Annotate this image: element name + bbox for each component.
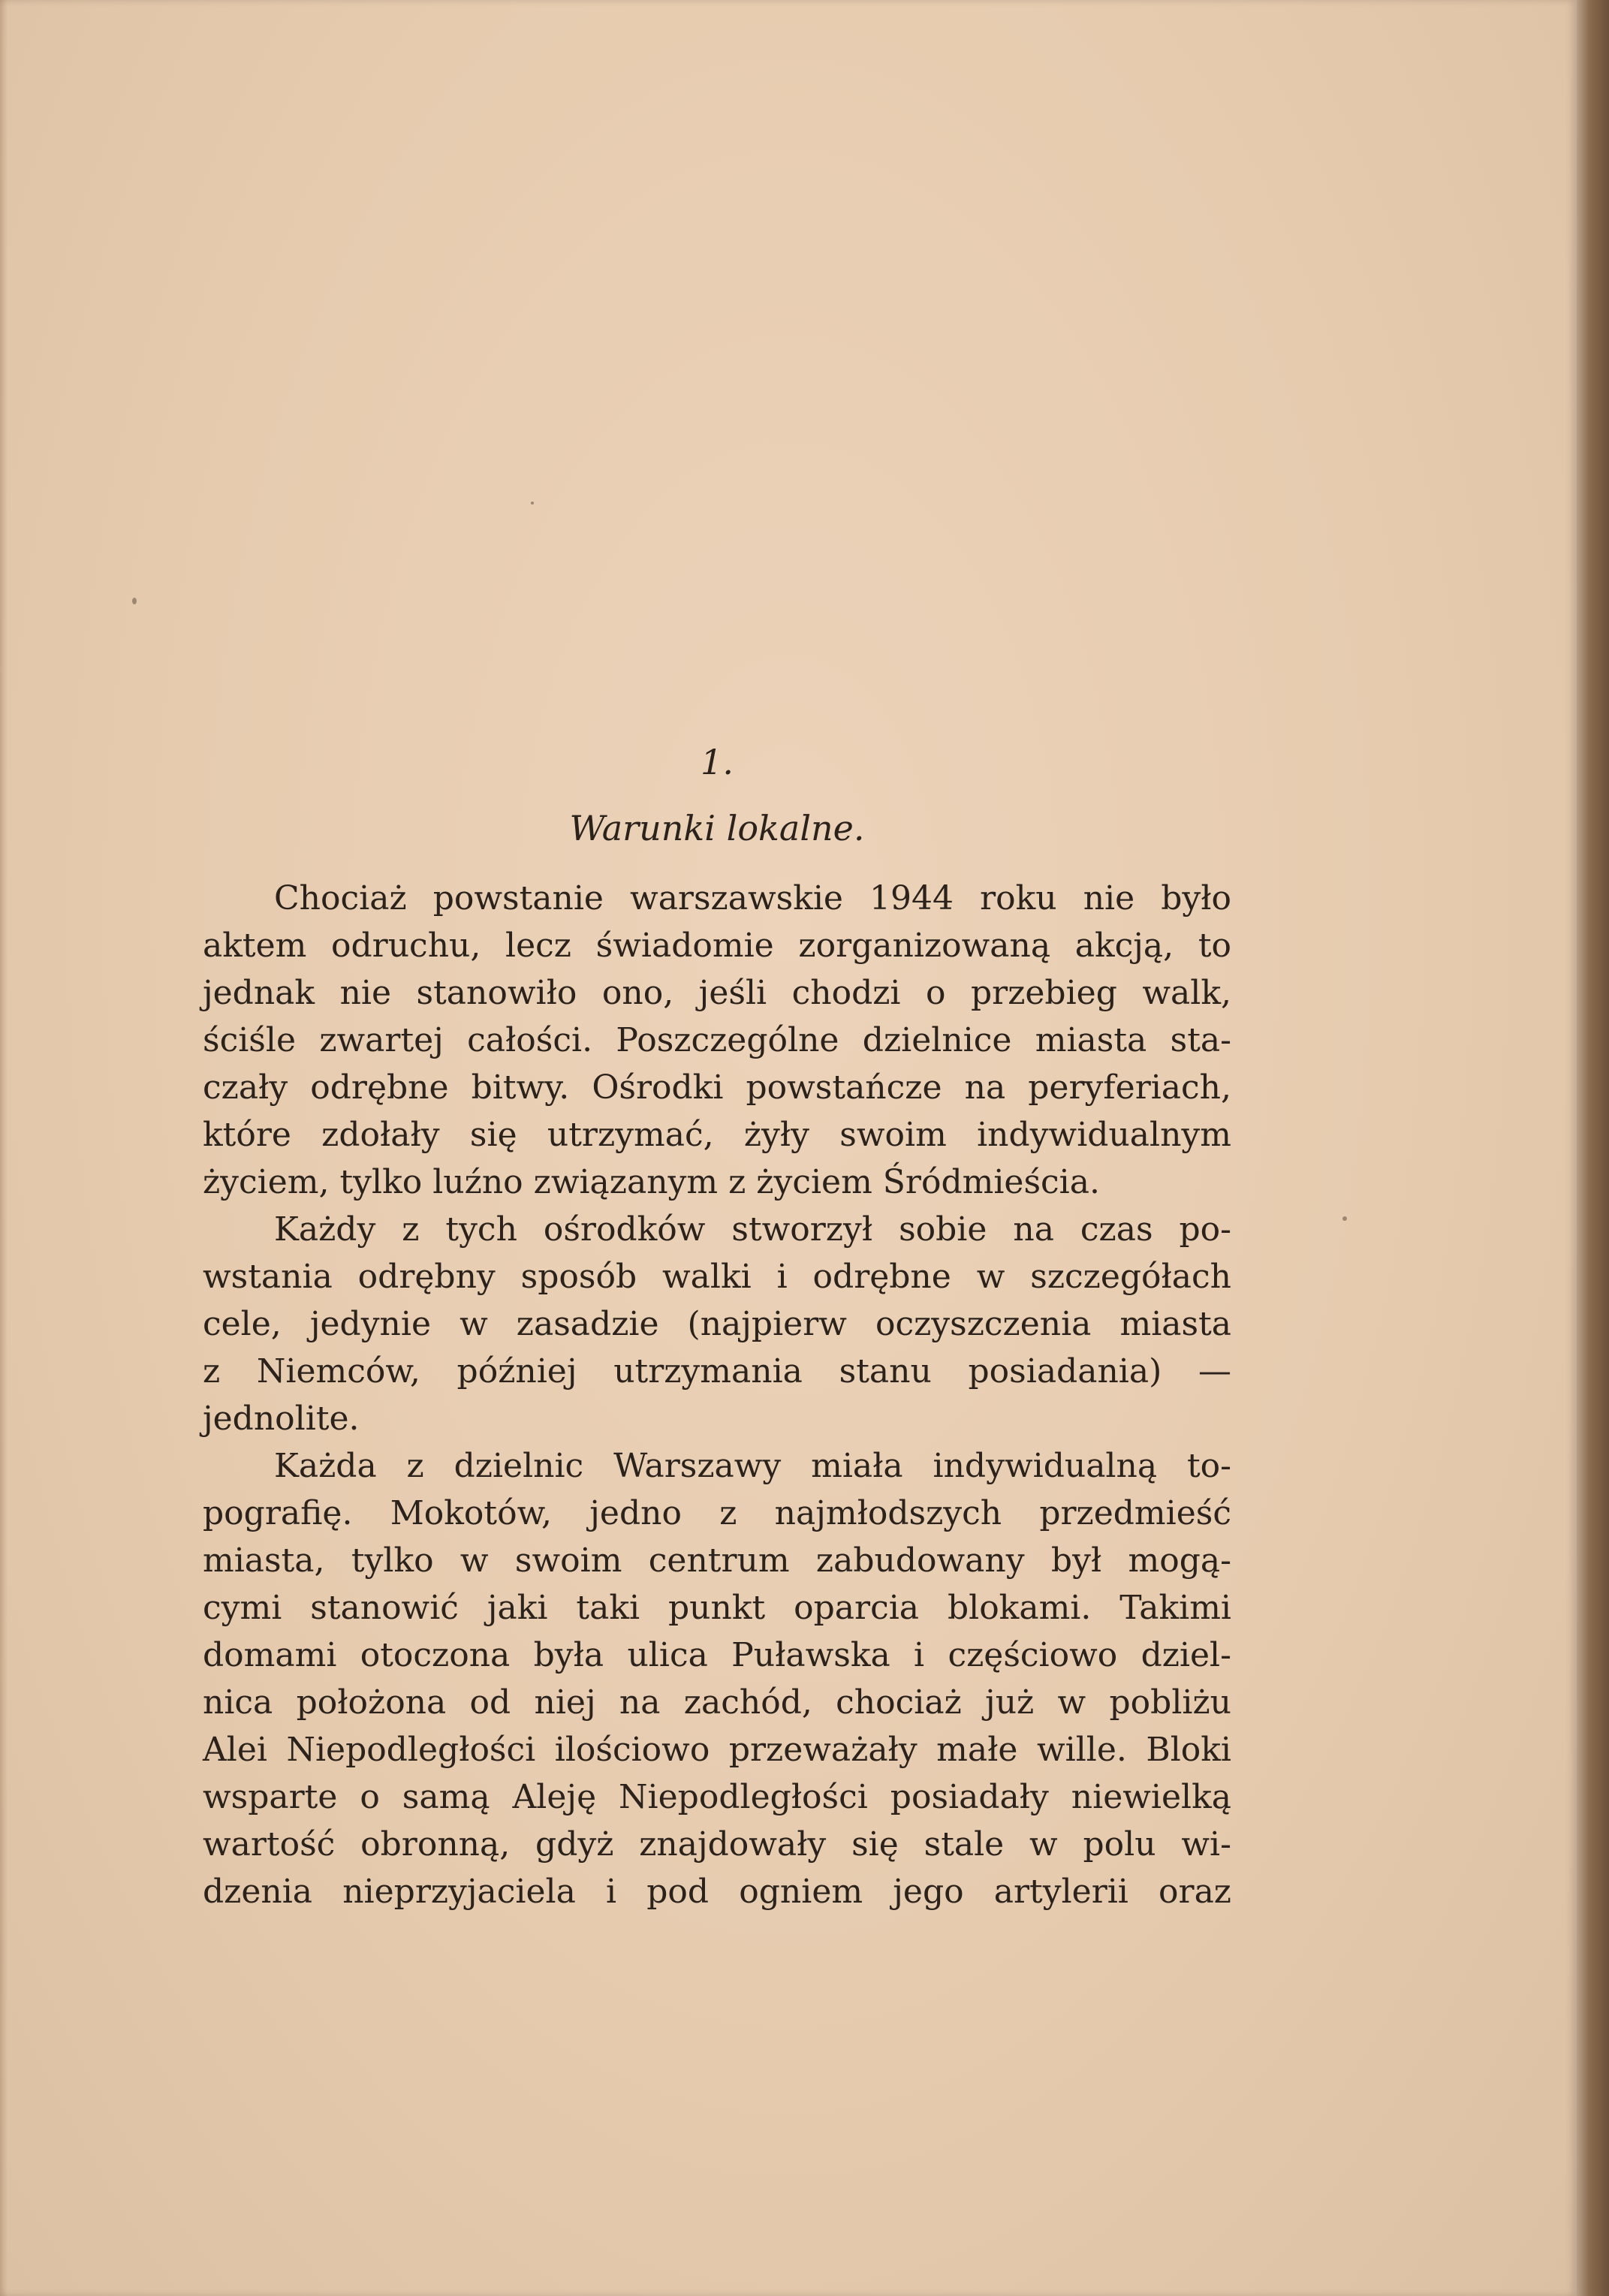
text-line: miasta, tylko w swoim centrum zabudowany był mogą- (203, 1541, 1231, 1580)
text-line: życiem, tylko luźno związanym z życiem Śródmieścia. (203, 1163, 1100, 1201)
paragraph (203, 1442, 1231, 1915)
text-block (203, 740, 1231, 1915)
text-line: Każda z dzielnic Warszawy miała indywidualną to- (274, 1447, 1231, 1485)
text-line: domami otoczona była ulica Puławska i częściowo dziel- (203, 1636, 1231, 1674)
paragraph (203, 875, 1231, 1206)
text-line: dzenia nieprzyjaciela i pod ogniem jego artylerii oraz (203, 1873, 1231, 1911)
text-line: cele, jedynie w zasadzie (najpierw oczyszczenia miasta (203, 1305, 1231, 1343)
chapter-number: 1. (701, 742, 734, 782)
paper-speck (531, 502, 534, 505)
text-line: wstania odrębny sposób walki i odrębne w szczegółach (203, 1258, 1231, 1296)
text-line: czały odrębne bitwy. Ośrodki powstańcze na peryferiach, (203, 1068, 1231, 1107)
text-line: pografię. Mokotów, jedno z najmłodszych przedmieść (203, 1494, 1231, 1532)
text-line: z Niemców, później utrzymania stanu posiadania) — (203, 1352, 1231, 1391)
text-line: nica położona od niej na zachód, chociaż już w pobliżu (203, 1683, 1231, 1722)
text-line: aktem odruchu, lecz świadomie zorganizowaną akcją, to (203, 927, 1231, 965)
text-line: cymi stanowić jaki taki punkt oparcia blokami. Takimi (203, 1589, 1231, 1627)
text-line: jednak nie stanowiło ono, jeśli chodzi o przebieg walk, (203, 974, 1231, 1012)
paper-speck (132, 598, 137, 604)
text-line: jednolite. (203, 1400, 360, 1438)
text-line: Alei Niepodległości ilościowo przeważały małe wille. Bloki (203, 1731, 1231, 1769)
text-line: Chociaż powstanie warszawskie 1944 roku nie było (274, 879, 1231, 917)
text-line: ściśle zwartej całości. Poszczególne dzielnice miasta sta- (203, 1021, 1231, 1059)
book-spine-edge (1577, 0, 1609, 2296)
paper-speck (1342, 1216, 1347, 1221)
text-line: wsparte o samą Aleję Niepodległości posiadały niewielką (203, 1778, 1231, 1816)
text-line: Każdy z tych ośrodków stworzył sobie na czas po- (274, 1210, 1231, 1249)
page-left-edge (0, 0, 8, 2296)
paragraph (203, 1206, 1231, 1442)
text-line: wartość obronną, gdyż znajdowały się stale w polu wi- (203, 1825, 1231, 1864)
chapter-title: Warunki lokalne. (569, 808, 865, 848)
text-line: które zdołały się utrzymać, żyły swoim indywidualnym (203, 1116, 1231, 1154)
